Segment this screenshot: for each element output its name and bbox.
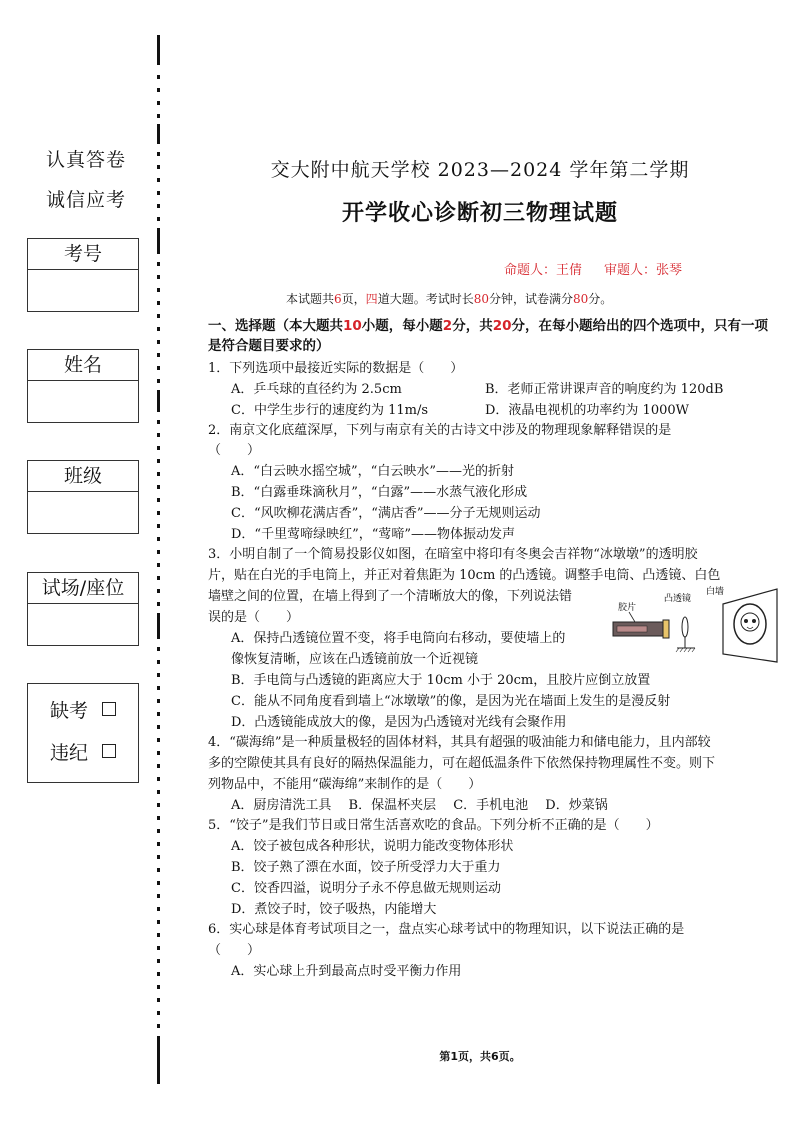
wall-label: 白墙	[706, 587, 725, 597]
exam-number-label: 考号	[28, 239, 138, 270]
violation-label: 违纪	[50, 742, 89, 764]
seat-label: 试场/座位	[28, 573, 138, 604]
q5-option-b: B．饺子熟了漂在水面，饺子所受浮力大于重力	[231, 860, 501, 875]
question-3-line3: 墙壁之间的位置，在墙上得到了一个清晰放大的像，下列说法错	[208, 589, 573, 604]
question-6: 6．实心球是体育考试项目之一，盘点实心球考试中的物理知识，以下说法正确的是	[208, 922, 685, 937]
reviewer: 审题人：张琴	[604, 263, 683, 278]
exam-title: 开学收心诊断初三物理试题	[341, 201, 618, 226]
section-each: 2	[442, 318, 453, 334]
setter: 命题人：王倩	[504, 263, 583, 278]
q1-option-d: D．液晶电视机的功率约为 1000W	[485, 403, 690, 418]
q3-option-c: C．能从不同角度看到墙上“冰墩墩”的像，是因为光在墙面上发生的是漫反射	[231, 694, 671, 709]
lens-label: 凸透镜	[664, 594, 692, 604]
motto-careful: 认真答卷	[45, 149, 126, 171]
intro-pages: 6	[334, 292, 342, 306]
motto-honest: 诚信应考	[45, 189, 126, 211]
q3-option-d: D．凸透镜能成放大的像，是因为凸透镜对光线有会聚作用	[231, 715, 567, 730]
q2-option-a: A．“白云映水摇空城”，“白云映水”——光的折射	[231, 464, 514, 479]
intro-text: 本试题共	[286, 292, 335, 306]
violation-row[interactable]	[50, 738, 116, 765]
question-4-line1: 4．“碳海绵”是一种质量极轻的固体材料，其具有超强的吸油能力和储电能力，且内部较	[208, 735, 711, 750]
question-3-line4: 误的是（ ）	[208, 610, 300, 625]
q1-option-c: C．中学生步行的速度约为 11m/s	[231, 403, 428, 418]
intro-sections: 四	[365, 292, 378, 306]
section-text: 一、选择题（本大题共	[208, 318, 343, 334]
class-box[interactable]	[27, 460, 139, 534]
q2-option-d: D．“千里莺啼绿映红”，“莺啼”——物体振动发声	[231, 527, 516, 542]
intro-text: 分。	[588, 292, 613, 306]
intro-minutes: 80	[473, 292, 489, 306]
question-3-line2: 片，贴在白光的手电筒上，并正对着焦距为 10cm 的凸透镜。调整手电筒、凸透镜、白色	[208, 568, 721, 583]
q2-option-c: C．“风吹柳花满店香”，“满店香”——分子无规则运动	[231, 506, 541, 521]
class-label: 班级	[28, 461, 138, 492]
absent-checkbox[interactable]	[102, 702, 116, 716]
absent-row[interactable]	[50, 696, 116, 723]
question-1: 1．下列选项中最接近实际的数据是（ ）	[208, 361, 464, 376]
question-2-paren: （ ）	[208, 443, 261, 458]
section-text: 分，在每小题给出的四个选项中，只有一项是符合题目要求的）	[208, 318, 768, 354]
q1-option-a: A．乒乓球的直径约为 2.5cm	[231, 382, 402, 397]
mascot-image	[734, 604, 766, 644]
absent-label: 缺考	[50, 700, 89, 722]
q5-option-c: C．饺香四溢，说明分子永不停息做无规则运动	[231, 881, 501, 896]
seat-box[interactable]	[27, 572, 139, 646]
exam-intro	[286, 290, 612, 307]
exam-number-box[interactable]	[27, 238, 139, 312]
q3-option-a-line1: A．保持凸透镜位置不变，将手电筒向右移动，要使墙上的	[231, 631, 566, 646]
q6-option-a: A．实心球上升到最高点时受平衡力作用	[231, 964, 462, 979]
q3-option-b: B．手电筒与凸透镜的距离应大于 10cm 小于 20cm，且胶片应倒立放置	[231, 673, 651, 688]
question-4-line2: 多的空隙使其具有良好的隔热保温能力，可在超低温条件下依然保持物理属性不变。则下	[208, 756, 716, 771]
page-footer: 第1页，共6页。	[439, 1050, 521, 1063]
question-2: 2．南京文化底蕴深厚，下列与南京有关的古诗文中涉及的物理现象解释错误的是	[208, 423, 672, 438]
film-label: 胶片	[618, 603, 637, 613]
question-6-paren: （ ）	[208, 943, 261, 958]
q1-option-b: B．老师正常讲课声音的响度约为 120dB	[485, 382, 724, 397]
violation-checkbox[interactable]	[102, 744, 116, 758]
q3-option-a-line2: 像恢复清晰，应该在凸透镜前放一个近视镜	[231, 652, 479, 667]
question-3-line1: 3．小明自制了一个简易投影仪如图，在暗室中将印有冬奥会吉祥物“冰墩墩”的透明胶	[208, 547, 698, 562]
intro-text: 分钟，试卷满分	[488, 292, 573, 306]
name-box[interactable]	[27, 349, 139, 423]
q5-option-a: A．饺子被包成各种形状，说明力能改变物体形状	[231, 839, 514, 854]
section-heading	[208, 316, 778, 356]
question-5: 5．“饺子”是我们节日或日常生活喜欢吃的食品。下列分析不正确的是（ ）	[208, 818, 659, 833]
section-count: 10	[343, 318, 362, 334]
name-label: 姓名	[28, 350, 138, 381]
school-line: 交大附中航天学校 2023—2024 学年第二学期	[270, 159, 690, 181]
convex-lens	[682, 617, 688, 637]
intro-score: 80	[573, 292, 589, 306]
section-text: 分，共	[452, 318, 493, 334]
attendance-box	[27, 683, 139, 783]
q4-options: A．厨房清洗工具 B．保温杯夹层 C．手机电池 D．炒菜锅	[231, 798, 608, 813]
intro-text: 页，	[341, 292, 366, 306]
q2-option-b: B．“白露垂珠滴秋月”，“白露”——水蒸气液化形成	[231, 485, 528, 500]
section-text: 小题，每小题	[361, 318, 443, 334]
q5-option-d: D．煮饺子时，饺子吸热，内能增大	[231, 902, 437, 917]
authors	[504, 259, 682, 278]
intro-text: 道大题。考试时长	[377, 292, 474, 306]
section-total: 20	[492, 318, 512, 334]
question-4-line3: 列物品中，不能用“碳海绵”来制作的是（ ）	[208, 777, 482, 792]
projector-figure	[605, 584, 780, 664]
